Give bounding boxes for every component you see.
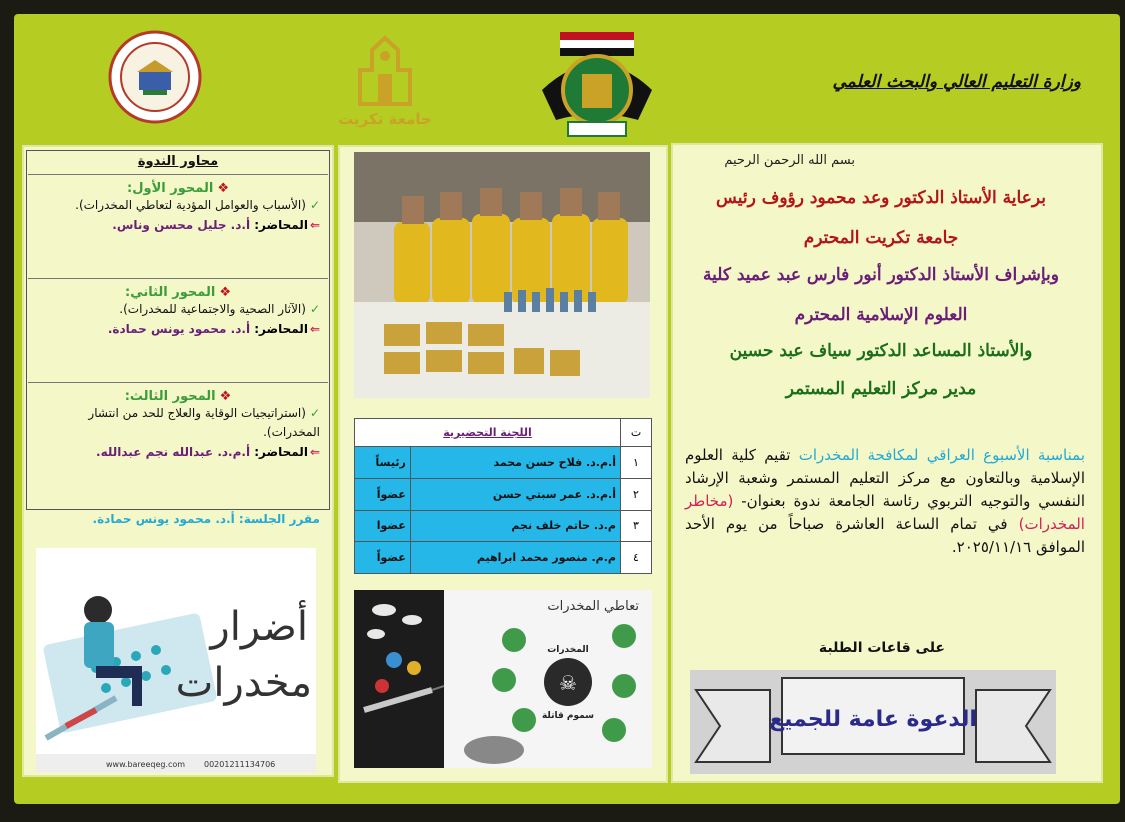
announcement-part-2: في تمام الساعة العاشرة صباحاً من يوم الأحد الموافق ٢٠٢٥/١١/١٦. <box>685 515 1085 556</box>
member-role: عضواً <box>355 478 411 510</box>
skull-icon: ☠ <box>559 671 577 695</box>
axis-2-heading: ❖المحور الثاني: <box>125 285 231 300</box>
committee-header-row <box>355 419 652 447</box>
check-icon: ✓ <box>309 406 320 420</box>
member-name: م.م. منصور محمد ابراهيم <box>410 542 620 574</box>
axis-1 <box>28 174 328 278</box>
axis-1-lecturer: ⇐المحاضر: أ.د. جليل محسن وناس. <box>112 218 320 232</box>
preparatory-committee-table <box>354 418 652 574</box>
harm-title-line-1: أضرار <box>210 604 308 650</box>
member-name: م.د. حاتم خلف نجم <box>410 510 620 542</box>
axis-3-topic: ✓(استراتيجيات الوقاية والعلاج للحد من انتشار المخدرات). <box>88 406 320 439</box>
axis-2 <box>28 278 328 382</box>
check-icon: ✓ <box>309 198 320 212</box>
drug-abuse-poster <box>354 590 652 768</box>
member-role: رئيساً <box>355 447 411 479</box>
tikrit-university-logo <box>328 34 442 130</box>
star-icon: ❖ <box>219 285 231 300</box>
website-text: www.bareeqeg.com <box>106 760 186 769</box>
table-row: ٤ م.م. منصور محمد ابراهيم عضواً <box>355 542 652 574</box>
announcement-part-1: تقيم كلية العلوم الإسلامية وبالتعاون مع مركز التعليم المستمر وشعبة الإرشاد النفسي والتوجيه التربوي رئاسة الجامعة ندوة بعنوان- <box>685 446 1085 510</box>
harm-title-line-2: مخدرات <box>175 660 312 706</box>
patron-line-2: جامعة تكريت المحترم <box>803 228 959 248</box>
star-icon: ❖ <box>219 389 232 404</box>
committee-num-header: ت <box>621 419 652 447</box>
axis-3-heading: ❖المحور الثالث: <box>124 389 232 404</box>
table-row: ٢ أ.م.د. عمر سبتي حسن عضواً <box>355 478 652 510</box>
phone-text: 00201211134706 <box>204 760 276 769</box>
member-role: عضواً <box>355 542 411 574</box>
axes-title: محاور الندوة <box>137 154 219 169</box>
axis-3-lecturer: ⇐المحاضر: أ.م.د. عبدالله نجم عبدالله. <box>96 445 320 459</box>
banner-text: الدعوة عامة للجميع <box>769 707 977 732</box>
table-row: ١ أ.م.د. فلاح حسن محمد رئيساً <box>355 447 652 479</box>
axis-1-heading: ❖المحور الأول: <box>127 181 229 196</box>
arrow-icon: ⇐ <box>309 445 320 459</box>
university-logo-text: جامعة تكريت <box>338 110 432 128</box>
college-seal-logo <box>108 30 202 124</box>
ministry-title: وزارة التعليم العالي والبحث العلمي <box>832 72 1081 92</box>
supervisor-line-1: وبإشراف الأستاذ الدكتور أنور فارس عبد عميد كلية <box>702 265 1059 285</box>
check-icon: ✓ <box>309 302 320 316</box>
seizure-photo <box>354 152 650 398</box>
occasion-text: بمناسبة الأسبوع العراقي لمكافحة المخدرات <box>798 446 1085 464</box>
member-name: أ.م.د. فلاح حسن محمد <box>410 447 620 479</box>
venue-text: على قاعات الطلبة <box>818 640 945 656</box>
arrow-icon: ⇐ <box>309 322 320 336</box>
public-invitation-banner <box>690 670 1056 774</box>
axis-2-lecturer: ⇐المحاضر: أ.د. محمود يونس حمادة. <box>107 322 320 336</box>
session-rapporteur: مقرر الجلسة: أ.د. محمود يونس حمادة. <box>92 512 320 526</box>
committee-title: اللجنة التحضيرية <box>355 419 621 447</box>
ministry-emblem-logo <box>538 28 656 142</box>
seminar-announcement <box>685 444 1085 559</box>
axis-2-topic: ✓(الآثار الصحية والاجتماعية للمخدرات). <box>119 302 320 316</box>
poster-center-label: المخدرات <box>547 645 589 655</box>
axis-3 <box>28 382 328 510</box>
basmala: بسم الله الرحمن الرحيم <box>724 153 855 168</box>
drug-harm-illustration <box>36 548 316 772</box>
seminar-title: (مخاطر المخدرات) <box>685 492 1085 533</box>
star-icon: ❖ <box>217 181 229 196</box>
table-row: ٣ م.د. حاتم خلف نجم عضوا <box>355 510 652 542</box>
member-role: عضوا <box>355 510 411 542</box>
poster-bottom-label: سموم قاتلة <box>541 711 595 721</box>
arrow-icon: ⇐ <box>309 218 320 232</box>
poster-title: تعاطي المخدرات <box>547 599 639 614</box>
assistant-line-2: مدير مركز التعليم المستمر <box>785 379 977 399</box>
axis-1-topic: ✓(الأسباب والعوامل المؤدية لتعاطي المخدرات). <box>75 198 320 212</box>
member-name: أ.م.د. عمر سبتي حسن <box>410 478 620 510</box>
patron-line-1: برعاية الأستاذ الدكتور وعد محمود رؤوف رئيس <box>716 188 1046 208</box>
assistant-line-1: والأستاذ المساعد الدكتور سياف عبد حسين <box>729 341 1033 361</box>
supervisor-line-2: العلوم الإسلامية المحترم <box>794 305 968 325</box>
